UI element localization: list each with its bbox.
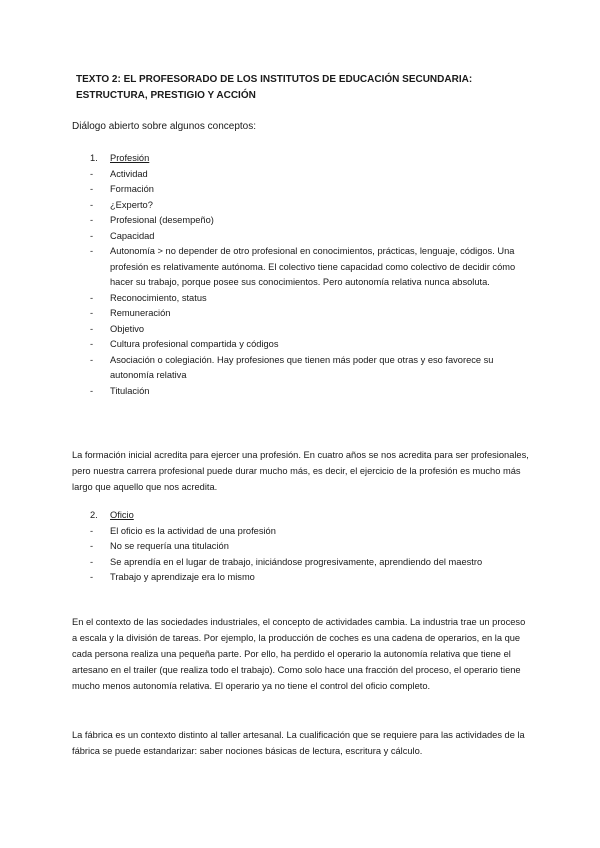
- oficio-list: [90, 508, 530, 586]
- bullet-dash: -: [90, 323, 94, 334]
- list-item-text: Formación: [110, 184, 154, 194]
- document-title: TEXTO 2: EL PROFESORADO DE LOS INSTITUTOS DE EDUCACIÓN SECUNDARIA: ESTRUCTURA, PRESTIGIO Y ACCIÓN: [76, 74, 473, 101]
- paragraph-formacion: La formación inicial acredita para ejercer una profesión. En cuatro años se nos acredita para ser profesionales, pero nuestra carrera profesional puede durar mucho más, es decir, el ejercicio de la profesión es mucho más largo que aquello que nos acredita.: [72, 450, 529, 492]
- list-item-text: Se aprendía en el lugar de trabajo, iniciándose progresivamente, aprendiendo del maestro: [110, 556, 483, 567]
- bullet-dash: -: [90, 541, 94, 551]
- list-item-text: Capacidad: [110, 230, 155, 241]
- list-item-text: Titulación: [110, 385, 150, 396]
- section-number: 2.: [90, 510, 98, 520]
- bullet-dash: -: [90, 230, 94, 241]
- intro-text: Diálogo abierto sobre algunos conceptos:: [72, 121, 257, 132]
- section-heading-profesion: [90, 151, 530, 167]
- list-item: [90, 213, 530, 229]
- bullet-dash: -: [90, 556, 94, 567]
- list-item: [90, 570, 530, 586]
- section-number: 1.: [90, 153, 98, 163]
- bullet-dash: -: [90, 572, 94, 582]
- list-item: [90, 555, 530, 571]
- list-item: [90, 353, 530, 384]
- bullet-dash: -: [90, 525, 94, 536]
- list-item-text: Trabajo y aprendizaje era lo mismo: [110, 572, 255, 582]
- bullet-dash: -: [90, 215, 94, 225]
- profesion-list: [90, 151, 530, 399]
- list-item: [90, 198, 530, 214]
- list-item-text: Actividad: [110, 168, 148, 179]
- list-item: [90, 182, 530, 198]
- list-item: [90, 322, 530, 338]
- bullet-dash: -: [90, 354, 94, 365]
- list-item-text: Autonomía > no depender de otro profesional en conocimientos, prácticas, lenguaje, códigos. Una profesión es relativamente autónoma. El colectivo tiene capacidad como colectivo de decidir cómo hacer su trabajo, porque posee sus conocimientos. Pero autonomía relativa nunca absoluta.: [110, 246, 516, 287]
- list-item: [90, 337, 530, 353]
- list-item-text: ¿Experto?: [110, 199, 153, 210]
- list-item: [90, 384, 530, 400]
- bullet-dash: -: [90, 339, 94, 349]
- paragraph-sociedades-industriales: En el contexto de las sociedades industriales, el concepto de actividades cambia. La industria trae un proceso a escala y la división de tareas. Por ejemplo, la producción de coches es una cadena de operarios, en la que cada persona realiza una pequeña parte. Por ello, ha perdido el operario la autonomía relativa que tiene el artesano en el trailer (que realiza todo el trabajo). Como solo hace una fracción del proceso, el operario tiene mucho menos autonomía relativa. El operario ya no tiene el control del oficio completo.: [72, 617, 526, 691]
- bullet-dash: -: [90, 246, 94, 256]
- list-item-text: Reconocimiento, status: [110, 292, 207, 303]
- bullet-dash: -: [90, 385, 94, 396]
- list-item: [90, 244, 530, 291]
- list-item-text: Asociación o colegiación. Hay profesiones que tienen más poder que otras y eso favorece su autonomía relativa: [110, 354, 494, 380]
- section-title: Profesión: [110, 153, 150, 163]
- list-item-text: Remuneración: [110, 308, 171, 318]
- list-item-text: El oficio es la actividad de una profesión: [110, 525, 276, 536]
- section-heading-oficio: [90, 508, 530, 524]
- list-item: [90, 306, 530, 322]
- bullet-dash: -: [90, 292, 94, 303]
- list-item: [90, 524, 530, 540]
- list-item-text: No se requería una titulación: [110, 541, 229, 551]
- bullet-dash: -: [90, 184, 94, 194]
- bullet-dash: -: [90, 199, 94, 210]
- list-item-text: Profesional (desempeño): [110, 215, 214, 225]
- list-item-text: Cultura profesional compartida y códigos: [110, 339, 279, 349]
- paragraph-fabrica: La fábrica es un contexto distinto al taller artesanal. La cualificación que se requiere para las actividades de la fábrica se puede estandarizar: saber nociones básicas de lectura, escritura y cálculo.: [72, 730, 525, 756]
- list-item: [90, 291, 530, 307]
- list-item: [90, 539, 530, 555]
- list-item: [90, 229, 530, 245]
- section-title: Oficio: [110, 510, 134, 520]
- list-item-text: Objetivo: [110, 323, 145, 334]
- bullet-dash: -: [90, 168, 94, 179]
- list-item: [90, 167, 530, 183]
- bullet-dash: -: [90, 308, 94, 318]
